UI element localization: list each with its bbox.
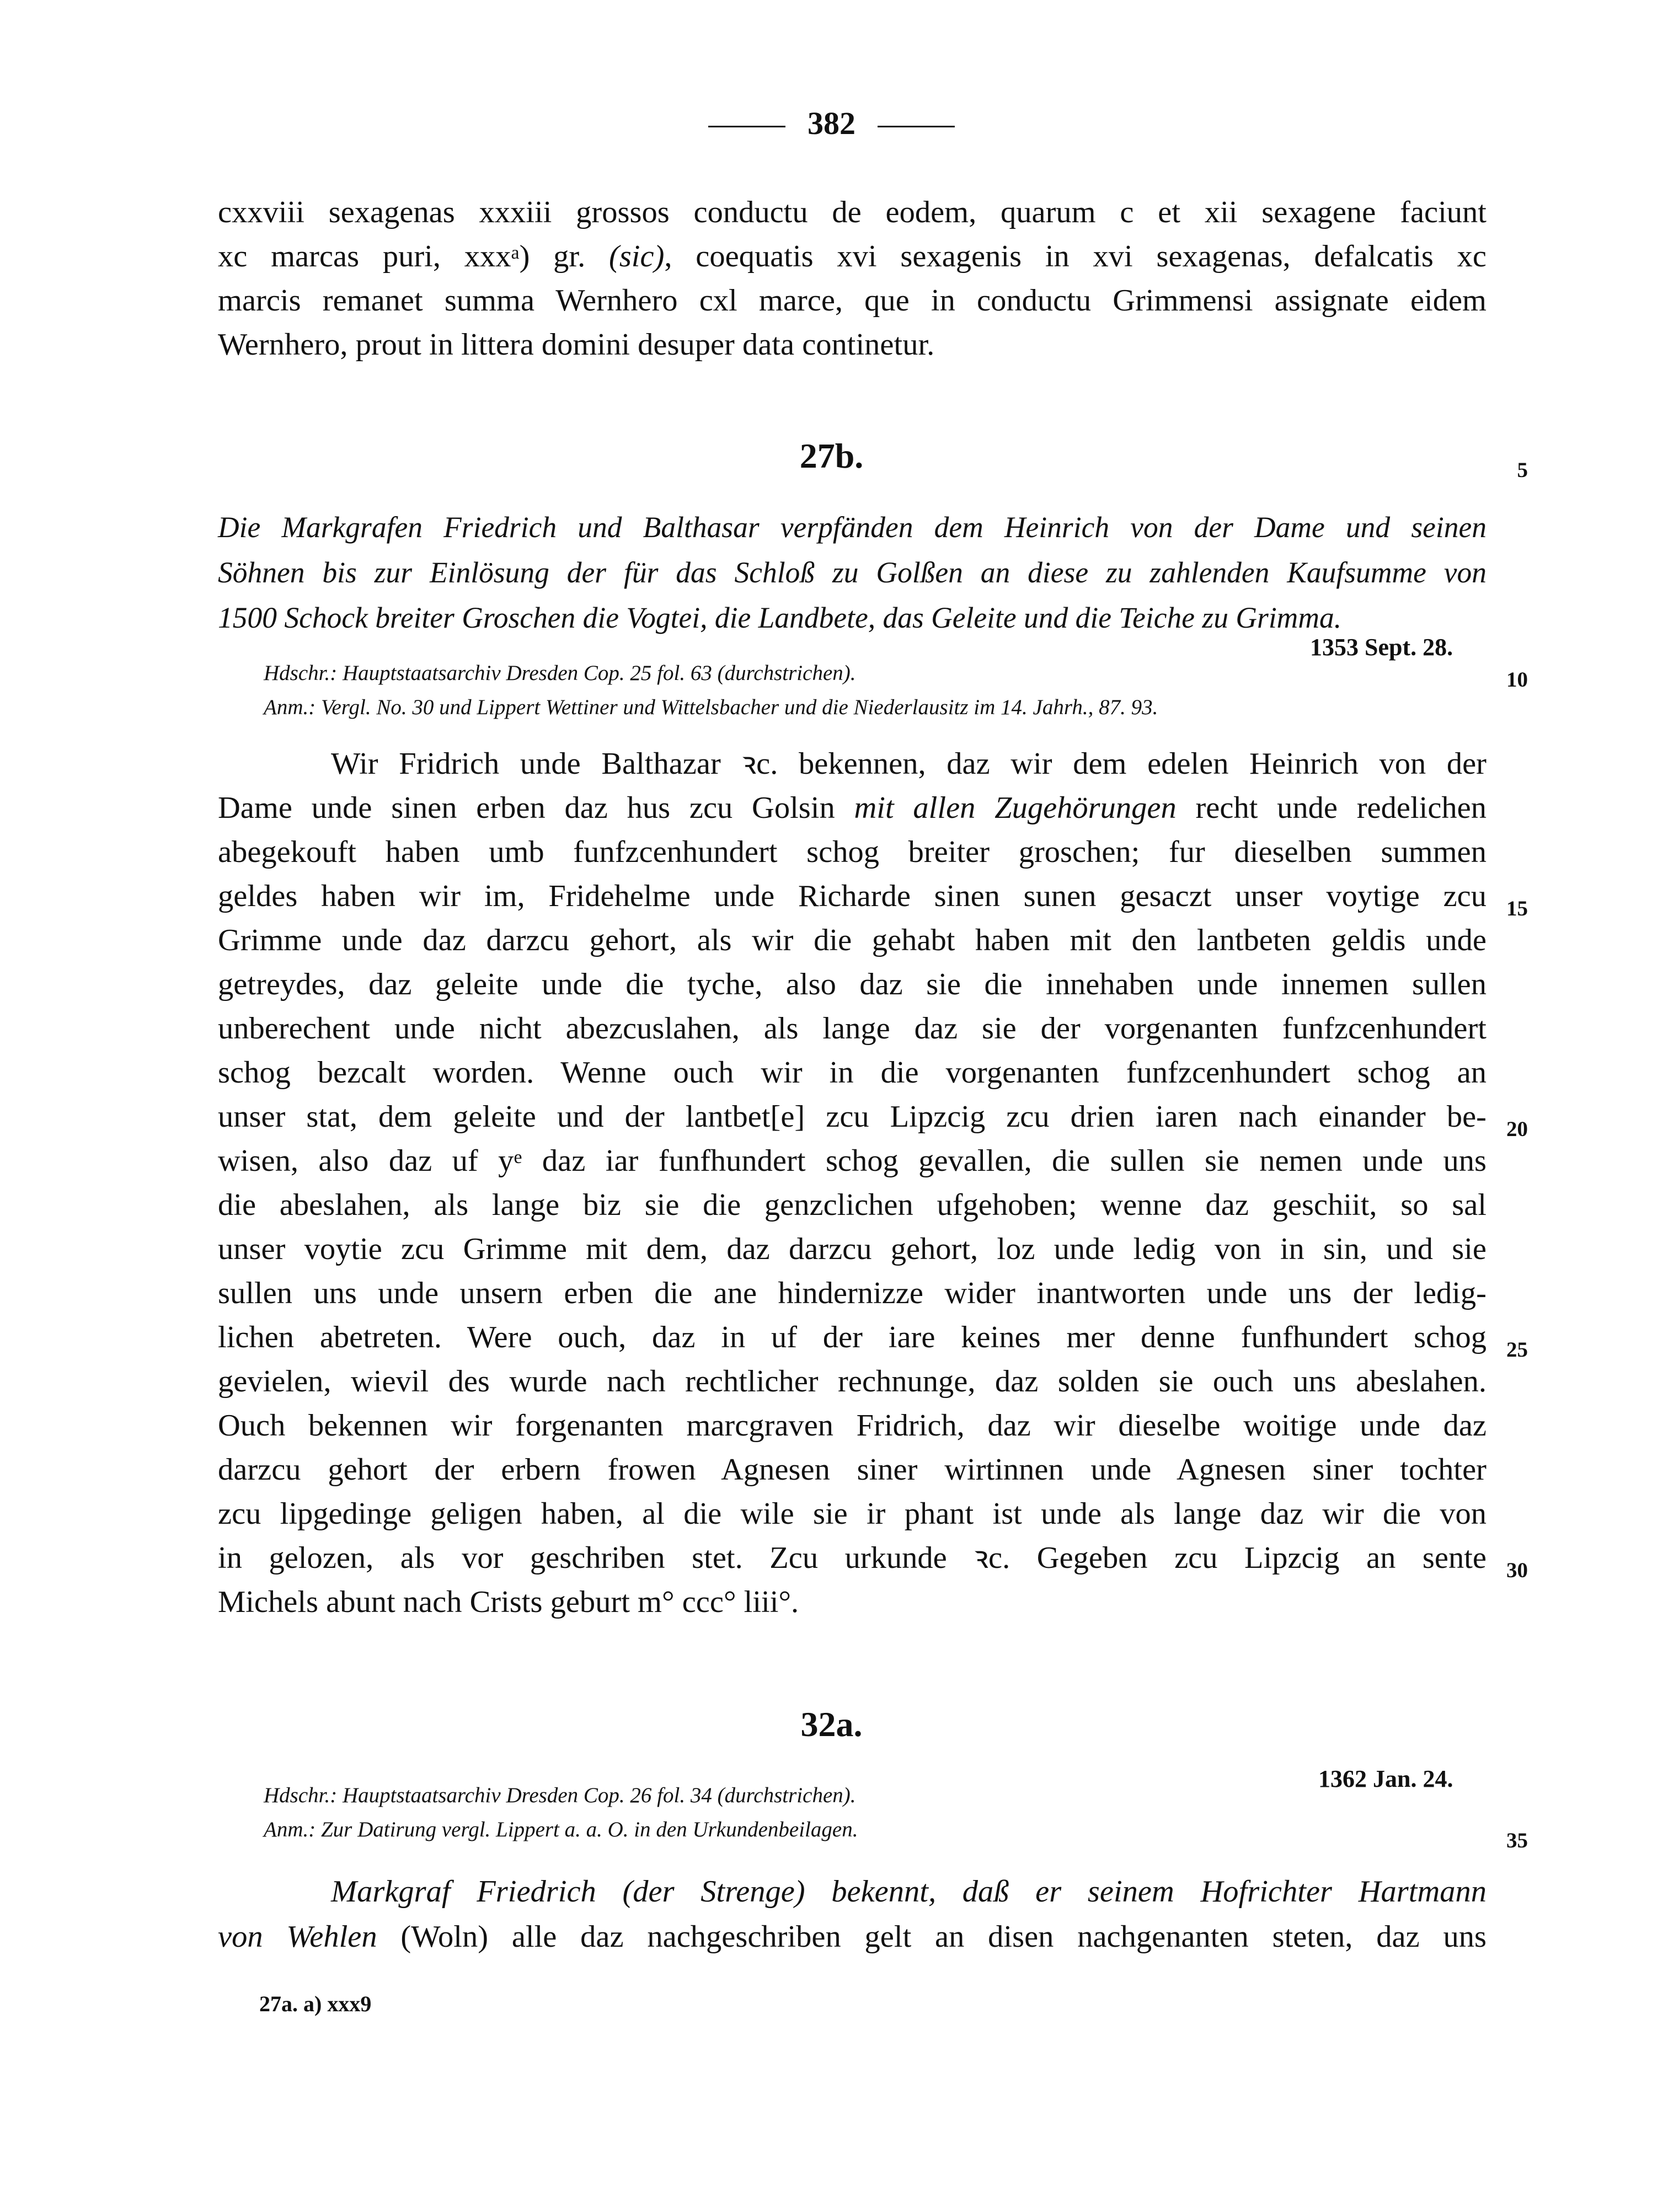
doc-32a-note-hdschr: Hdschr.: Hauptstaatsarchiv Dresden Cop. 26 fol. 34 (durchstrichen). [264,1783,856,1807]
doc-27b-text-line-18: zcu lipgedinge geligen haben, al die wile sie ir phant ist unde als lange daz wir die von [218,1497,1486,1531]
footnote: 27a. a) xxx9 [259,1991,372,2016]
carryover-line-1: cxxviii sexagenas xxxiii grossos conductu de eodem, quarum c et xii sexagene faciunt [218,195,1486,229]
doc-27b-text-line-15: gevielen, wievil des wurde nach rechtlicher rechnunge, daz solden sie ouch uns abeslahen. [218,1364,1486,1399]
line-number-20: 20 [1506,1117,1528,1141]
doc-27b-text-line-13: sullen uns unde unsern erben die ane hindernizze wider inantworten unde uns der ledig- [218,1276,1486,1310]
line-number-10: 10 [1506,668,1528,692]
doc-32a-date: 1362 Jan. 24. [1318,1765,1453,1792]
doc-32a-text-line-2: von Wehlen (Woln) alle daz nachgeschriben gelt an disen nachgenanten steten, daz uns [218,1920,1486,1954]
doc-27b-text-line-11: die abeslahen, als lange biz sie die genzclichen ufgehoben; wenne daz geschiit, so sal [218,1188,1486,1222]
doc-32a-text-line-1: Markgraf Friedrich (der Strenge) bekennt, daß er seinem Hofrichter Hartmann [331,1874,1486,1909]
page-number [0,105,1663,142]
doc-27b-note-hdschr: Hdschr.: Hauptstaatsarchiv Dresden Cop. 25 fol. 63 (durchstrichen). [264,661,856,685]
page-number-rule-left [708,126,785,127]
doc-27b-text-line-3: abegekouft haben umb funfzcenhundert schog breiter groschen; fur dieselben summen [218,835,1486,869]
doc-27b-heading: 27b. [799,436,864,475]
doc-27b-text-line-17: darzcu gehort der erbern frowen Agnesen siner wirtinnen unde Agnesen siner tochter [218,1453,1486,1487]
line-number-15: 15 [1506,897,1528,920]
line-number-35: 35 [1506,1829,1528,1852]
line-number-30: 30 [1506,1558,1528,1582]
doc-27b-text-line-8: schog bezcalt worden. Wenne ouch wir in die vorgenanten funfzcenhundert schog an [218,1056,1486,1090]
doc-27b-text-line-10: wisen, also daz uf $y^e$ daz iar funfhundert schog gevallen, die sullen sie nemen unde uns [218,1144,1486,1178]
doc-27b-text-line-5: Grimme unde daz darzcu gehort, als wir die gehabt haben mit den lantbeten geldis unde [218,923,1486,957]
page-number-text: 382 [808,105,855,141]
page-number-rule-right [878,126,955,127]
carryover-line-3: marcis remanet summa Wernhero cxl marce, que in conductu Grimmensi assignate eidem [218,283,1486,318]
doc-27b-text-line-2: Dame unde sinen erben daz hus zcu Golsin mit allen Zugehörungen recht unde redelichen [218,791,1487,825]
line-number-5: 5 [1517,458,1528,482]
doc-27b-text-line-9: unser stat, dem geleite und der lantbet[e] zcu Lipzcig zcu drien iaren nach einander be- [218,1100,1486,1134]
doc-32a-note-anm: Anm.: Zur Datirung vergl. Lippert a. a. O. in den Urkundenbeilagen. [264,1818,858,1841]
doc-27b-text-line-20: Michels abunt nach Crists geburt m° ccc° liii°. [218,1585,799,1619]
doc-27b-regest-line-2: Söhnen bis zur Einlösung der für das Schloß zu Golßen an diese zu zahlenden Kaufsumme von [218,556,1486,589]
doc-27b-text-line-7: unberechent unde nicht abezcuslahen, als lange daz sie der vorgenanten funfzcenhundert [218,1011,1486,1046]
carryover-line-2: xc marcas puri, xxx$^a$) gr. (sic), coequatis xvi sexagenis in xvi sexagenas, defalcatis xc [218,239,1486,274]
doc-27b-note-anm: Anm.: Vergl. No. 30 und Lippert Wettiner und Wittelsbacher und die Niederlausitz im 14. Jahrh., 87. 93. [264,695,1158,719]
doc-27b-date: 1353 Sept. 28. [1310,634,1453,661]
doc-27b-regest-line-1: Die Markgrafen Friedrich und Balthasar verpfänden dem Heinrich von der Dame und seinen [218,511,1486,544]
doc-27b-regest-line-3: 1500 Schock breiter Groschen die Vogtei, die Landbete, das Geleite und die Teiche zu Grimma. [218,601,1342,634]
doc-32a-heading: 32a. [800,1705,863,1744]
doc-27b-text-line-19: in gelozen, als vor geschriben stet. Zcu urkunde ꝛc. Gegeben zcu Lipzcig an sente [218,1541,1486,1575]
doc-27b-text-line-12: unser voytie zcu Grimme mit dem, daz darzcu gehort, loz unde ledig von in sin, und sie [218,1232,1486,1266]
doc-27b-text-line-6: getreydes, daz geleite unde die tyche, also daz sie die innehaben unde innemen sullen [218,967,1486,1001]
doc-27b-text-line-4: geldes haben wir im, Fridehelme unde Richarde sinen sunen gesaczt unser voytige zcu [218,879,1486,913]
carryover-line-4: Wernhero, prout in littera domini desuper data continetur. [218,328,935,362]
doc-27b-text-line-16: Ouch bekennen wir forgenanten marcgraven Fridrich, daz wir dieselbe woitige unde daz [218,1408,1486,1443]
doc-27b-text-line-1: Wir Fridrich unde Balthazar ꝛc. bekennen, daz wir dem edelen Heinrich von der [331,747,1486,781]
line-number-25: 25 [1506,1338,1528,1362]
doc-27b-text-line-14: lichen abetreten. Were ouch, daz in uf der iare keines mer denne funfhundert schog [218,1320,1486,1354]
